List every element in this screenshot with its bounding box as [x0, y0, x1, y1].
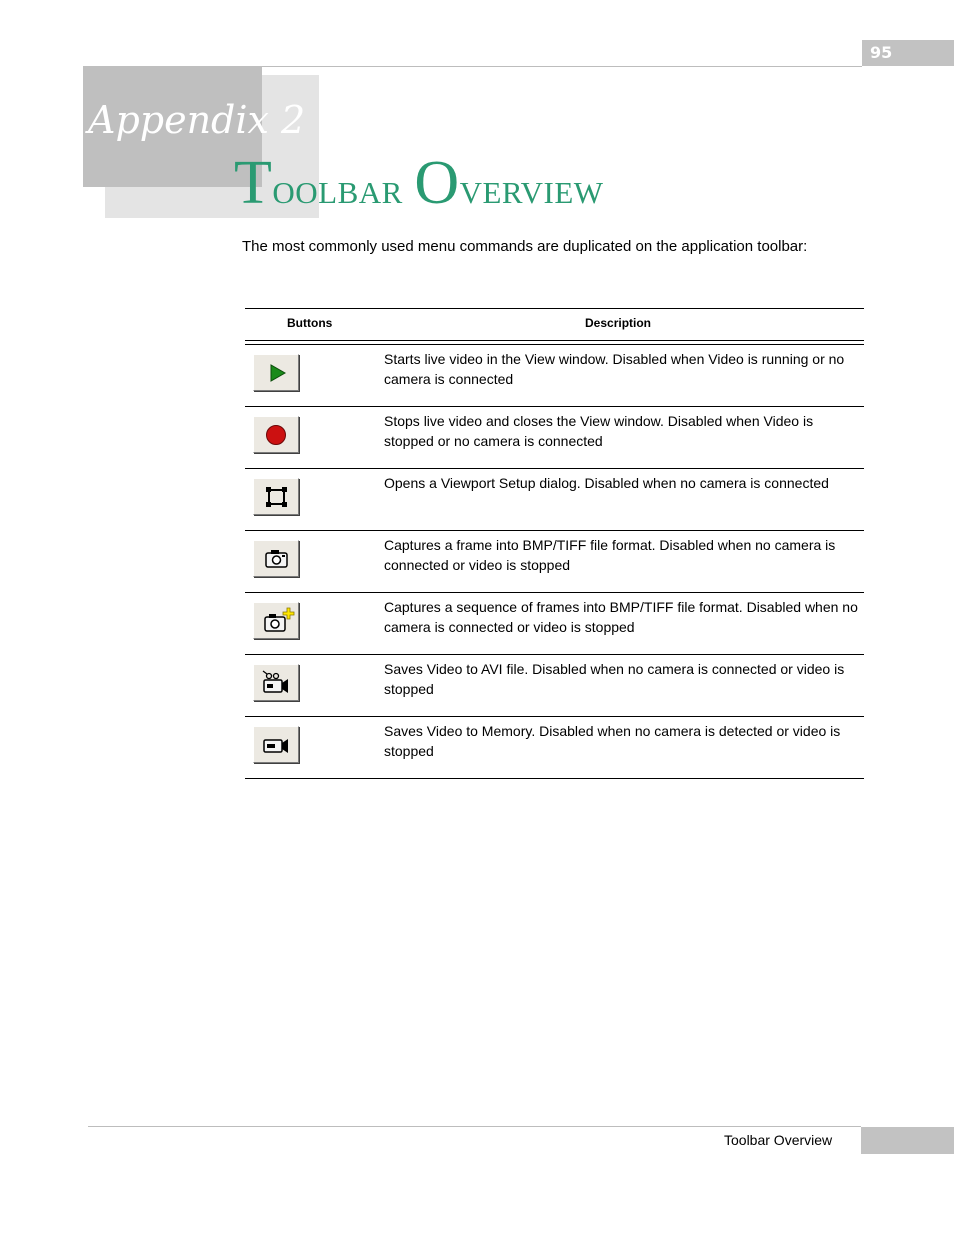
video-camera-memory-icon	[254, 727, 300, 764]
header-description: Description	[585, 316, 652, 330]
footer-text: Toolbar Overview	[724, 1132, 833, 1148]
table-row	[245, 407, 864, 469]
stop-button[interactable]	[253, 416, 299, 453]
camera-sequence-icon	[254, 603, 300, 640]
table-row	[245, 345, 864, 407]
row-description: Captures a frame into BMP/TIFF file format. Disabled when no camera is connected or video is stopped	[384, 537, 836, 573]
top-rule	[262, 66, 862, 67]
table-row	[245, 531, 864, 593]
header-buttons: Buttons	[287, 316, 333, 330]
title-initial-t: T	[234, 149, 273, 217]
footer-tab	[861, 1127, 954, 1154]
viewport-icon	[254, 479, 300, 516]
table-header	[245, 308, 864, 341]
title-word-overview: verview	[459, 164, 604, 213]
stop-record-icon	[254, 417, 300, 454]
capture-frame-button[interactable]	[253, 540, 299, 577]
save-avi-button[interactable]	[253, 664, 299, 701]
table-row	[245, 593, 864, 655]
capture-sequence-button[interactable]	[253, 602, 299, 639]
row-description: Opens a Viewport Setup dialog. Disabled when no camera is connected	[384, 475, 829, 491]
table-row	[245, 717, 864, 779]
chapter-title	[234, 149, 604, 217]
play-icon	[254, 355, 300, 392]
row-description: Saves Video to Memory. Disabled when no camera is detected or video is stopped	[384, 723, 841, 759]
video-camera-save-icon	[254, 665, 300, 702]
table-row	[245, 655, 864, 717]
bottom-rule	[88, 1126, 861, 1127]
row-description: Captures a sequence of frames into BMP/TIFF file format. Disabled when no camera is connected or video is stopped	[384, 599, 858, 635]
row-description: Saves Video to AVI file. Disabled when no camera is connected or video is stopped	[384, 661, 845, 697]
title-initial-o: O	[414, 149, 460, 217]
play-button[interactable]	[253, 354, 299, 391]
intro-text: The most commonly used menu commands are duplicated on the application toolbar:	[242, 238, 808, 255]
title-word-toolbar: oolbar	[272, 164, 403, 213]
page-number: 95	[862, 40, 954, 66]
appendix-label: Appendix 2	[88, 98, 306, 142]
save-memory-button[interactable]	[253, 726, 299, 763]
row-description: Starts live video in the View window. Disabled when Video is running or no camera is connected	[384, 351, 845, 387]
camera-icon	[254, 541, 300, 578]
row-description: Stops live video and closes the View window. Disabled when Video is stopped or no camera is connected	[384, 413, 814, 449]
toolbar-table	[245, 308, 864, 779]
viewport-setup-button[interactable]	[253, 478, 299, 515]
table-row	[245, 469, 864, 531]
